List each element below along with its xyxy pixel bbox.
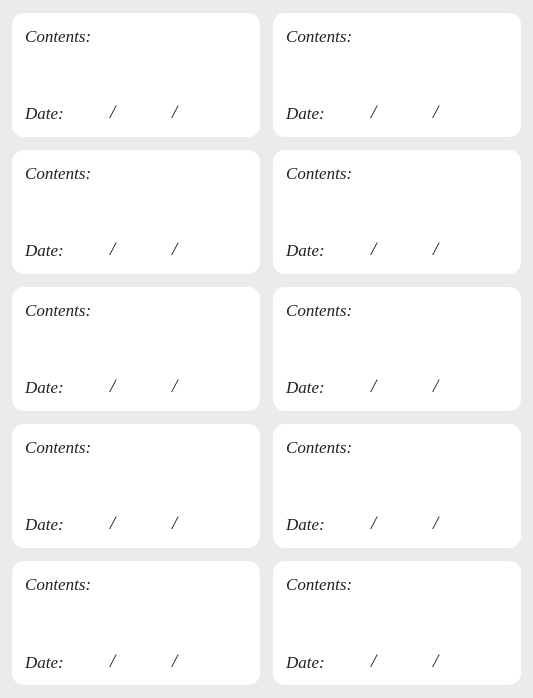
date-separator: / (172, 239, 178, 260)
label-card (273, 287, 521, 411)
date-field-label: Date: (25, 241, 64, 260)
date-separator: / (433, 102, 439, 123)
date-separator: / (110, 102, 116, 123)
label-card (12, 561, 260, 685)
date-separator: / (433, 513, 439, 534)
label-card (12, 13, 260, 137)
label-card (12, 150, 260, 274)
date-field-label: Date: (286, 653, 325, 672)
date-field-label: Date: (286, 515, 325, 534)
contents-field-label: Contents: (25, 27, 92, 46)
date-separator: / (371, 102, 377, 123)
contents-field-label: Contents: (25, 575, 92, 594)
date-field-label: Date: (25, 104, 64, 123)
label-card (273, 424, 521, 548)
date-separator: / (371, 239, 377, 260)
contents-field-label: Contents: (286, 164, 353, 183)
label-card (273, 561, 521, 685)
date-separator: / (110, 513, 116, 534)
date-separator: / (371, 513, 377, 534)
date-field-label: Date: (25, 378, 64, 397)
contents-field-label: Contents: (286, 438, 353, 457)
contents-field-label: Contents: (25, 164, 92, 183)
label-card (273, 150, 521, 274)
date-field-label: Date: (25, 515, 64, 534)
contents-field-label: Contents: (25, 301, 92, 320)
date-field-label: Date: (286, 378, 325, 397)
date-separator: / (172, 651, 178, 672)
contents-field-label: Contents: (25, 438, 92, 457)
date-separator: / (433, 376, 439, 397)
date-separator: / (172, 513, 178, 534)
date-field-label: Date: (286, 104, 325, 123)
date-separator: / (371, 376, 377, 397)
date-separator: / (172, 376, 178, 397)
date-field-label: Date: (25, 653, 64, 672)
date-separator: / (371, 651, 377, 672)
label-card (12, 287, 260, 411)
contents-field-label: Contents: (286, 27, 353, 46)
label-card (12, 424, 260, 548)
date-separator: / (433, 651, 439, 672)
date-field-label: Date: (286, 241, 325, 260)
date-separator: / (110, 376, 116, 397)
date-separator: / (433, 239, 439, 260)
date-separator: / (172, 102, 178, 123)
label-card (273, 13, 521, 137)
date-separator: / (110, 651, 116, 672)
date-separator: / (110, 239, 116, 260)
contents-field-label: Contents: (286, 301, 353, 320)
contents-field-label: Contents: (286, 575, 353, 594)
